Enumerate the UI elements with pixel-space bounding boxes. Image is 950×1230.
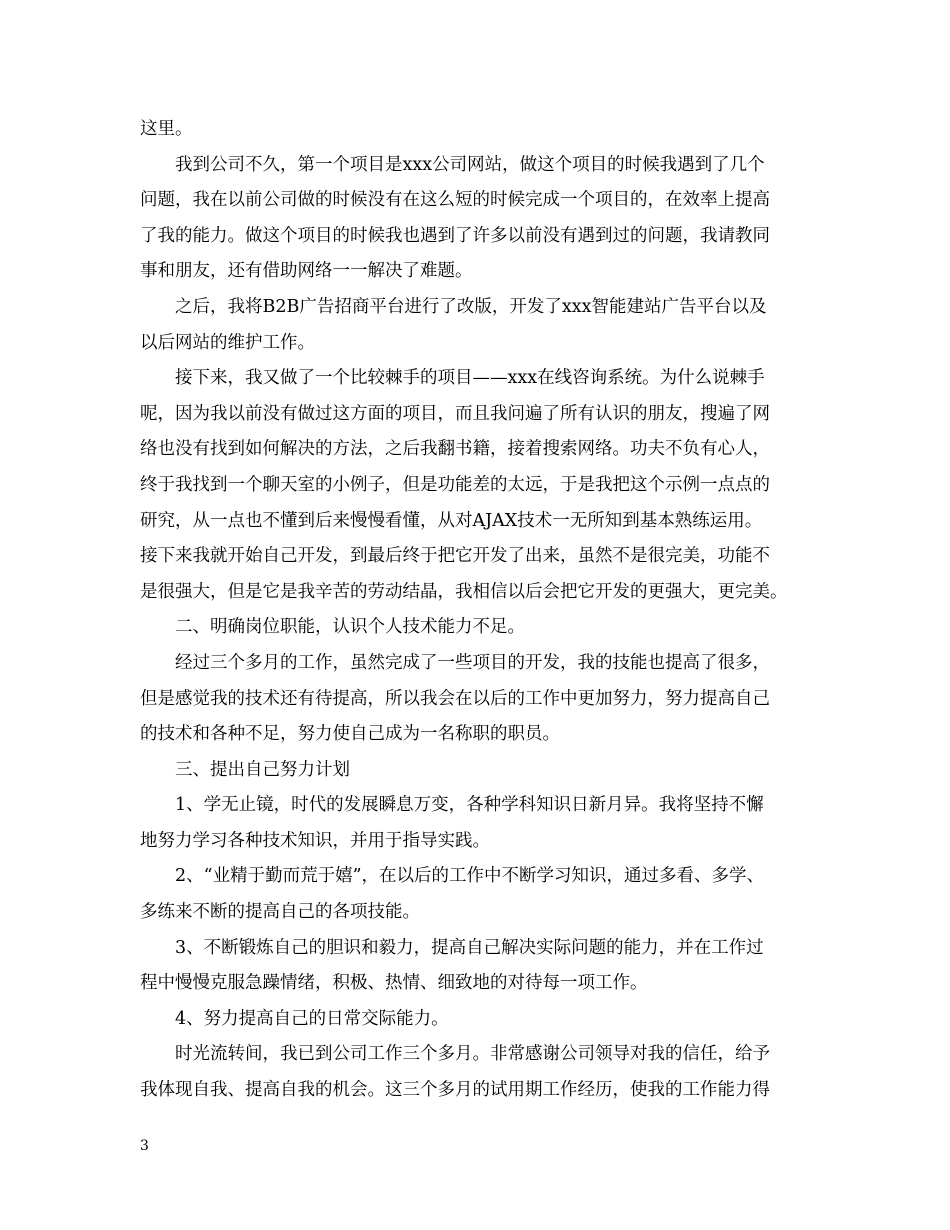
text-line: 多练来不断的提高自己的各项技能。 (140, 902, 420, 923)
text-line: 3、不断锻炼自己的胆识和毅力，提高自己解决实际问题的能力，并在工作过 (175, 937, 764, 958)
text-line: 2、“业精于勤而荒于嬉”，在以后的工作中不断学习知识，通过多看、多学、 (175, 866, 765, 887)
text-line: 经过三个多月的工作，虽然完成了一些项目的开发，我的技能也提高了很多， (175, 652, 770, 673)
text-line: 4、努力提高自己的日常交际能力。 (175, 1008, 449, 1029)
text-line: 接下来我就开始自己开发，到最后终于把它开发了出来，虽然不是很完美，功能不 (140, 546, 770, 567)
text-line: 终于我找到一个聊天室的小例子，但是功能差的太远，于是我把这个示例一点点的 (140, 474, 770, 495)
text-line: 以后网站的维护工作。 (140, 332, 315, 353)
text-line: 我体现自我、提高自我的机会。这三个多月的试用期工作经历，使我的工作能力得 (140, 1080, 770, 1101)
text-line: 我到公司不久，第一个项目是xxx公司网站，做这个项目的时候我遇到了几个 (175, 154, 765, 175)
document-body (140, 112, 820, 1109)
text-line: 时光流转间，我已到公司工作三个多月。非常感谢公司领导对我的信任，给予 (175, 1044, 770, 1065)
text-line: 是很强大，但是它是我辛苦的劳动结晶，我相信以后会把它开发的更强大，更完美。 (140, 581, 788, 602)
text-line: 了我的能力。做这个项目的时候我也遇到了许多以前没有遇到过的问题，我请教同 (140, 225, 770, 246)
text-line: 之后，我将B2B广告招商平台进行了改版，开发了xxx智能建站广告平台以及 (175, 296, 767, 317)
text-line: 1、学无止镜，时代的发展瞬息万变，各种学科知识日新月异。我将坚持不懈 (175, 795, 764, 816)
text-line: 的技术和各种不足，努力使自己成为一名称职的职员。 (140, 724, 560, 745)
text-line: 研究，从一点也不懂到后来慢慢看懂，从对AJAX技术一无所知到基本熟练运用。 (140, 510, 763, 531)
text-line: 络也没有找到如何解决的方法，之后我翻书籍，接着搜索网络。功夫不负有心人， (140, 439, 770, 460)
text-line: 问题，我在以前公司做的时候没有在这么短的时候完成一个项目的，在效率上提高 (140, 190, 770, 211)
page-number: 3 (140, 1138, 149, 1154)
text-line: 二、明确岗位职能，认识个人技术能力不足。 (175, 617, 525, 638)
text-line: 但是感觉我的技术还有待提高，所以我会在以后的工作中更加努力，努力提高自己 (140, 688, 770, 709)
text-line: 事和朋友，还有借助网络一一解决了难题。 (140, 261, 473, 282)
text-line: 这里。 (140, 119, 193, 139)
text-line: 三、提出自己努力计划 (175, 759, 350, 780)
text-line: 接下来，我又做了一个比较棘手的项目——xxx在线咨询系统。为什么说棘手 (175, 368, 765, 389)
text-line: 呢，因为我以前没有做过这方面的项目，而且我问遍了所有认识的朋友，搜遍了网 (140, 403, 770, 424)
text-line: 地努力学习各种技术知识，并用于指导实践。 (140, 830, 490, 851)
text-line: 程中慢慢克服急躁情绪，积极、热情、细致地的对待每一项工作。 (140, 973, 648, 994)
